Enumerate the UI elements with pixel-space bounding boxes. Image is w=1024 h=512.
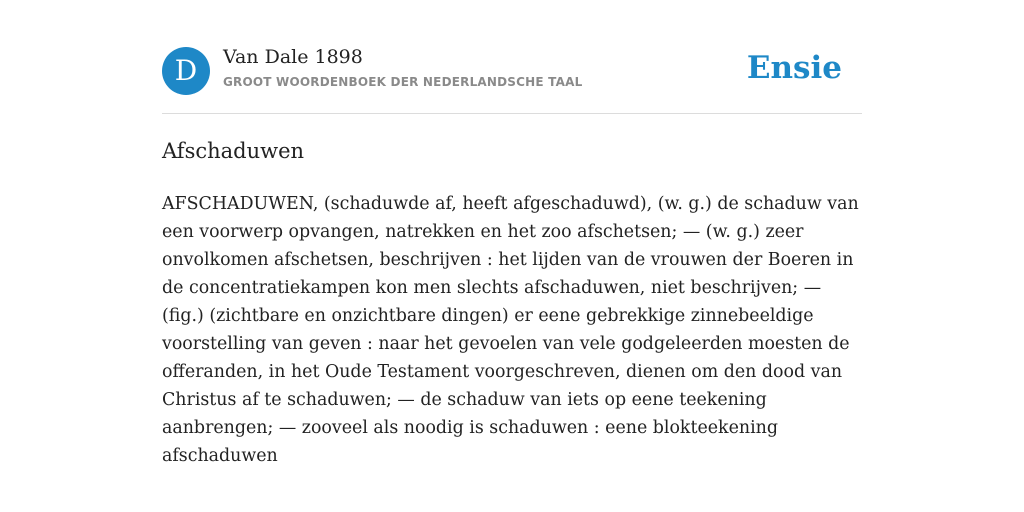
entry-definition: AFSCHADUWEN, (schaduwde af, heeft afgeschaduwd), (w. g.) de schaduw van een voorwerp opvangen, natrekken en het zoo afschetsen; — (w. g.) zeer onvolkomen afschetsen, beschrijven : het lijden van de vrouwen der Boeren in de concentratiekampen kon men slechts afschaduwen, niet beschrijven; — (fig.) (zichtbare en onzichtbare dingen) er eene gebrekkige zinnebeeldige voorstelling van geven : naar het gevoelen van vele godgeleerden moesten de offeranden, in het Oude Testament voorgeschreven, dienen om den dood van Christus af te schaduwen; — de schaduw van iets op eene teekening aanbrengen; — zooveel als noodig is schaduwen : eene blokteekening afschaduwen <box>162 194 859 466</box>
brand-logo[interactable]: Ensie <box>746 50 842 86</box>
dictionary-subtitle: GROOT WOORDENBOEK DER NEDERLANDSCHE TAAL <box>223 75 583 89</box>
header <box>162 46 862 96</box>
header-divider <box>162 113 862 114</box>
dictionary-title[interactable]: Van Dale 1898 <box>223 46 363 68</box>
dictionary-logo[interactable]: D <box>162 47 210 95</box>
entry-headword: Afschaduwen <box>162 139 305 163</box>
